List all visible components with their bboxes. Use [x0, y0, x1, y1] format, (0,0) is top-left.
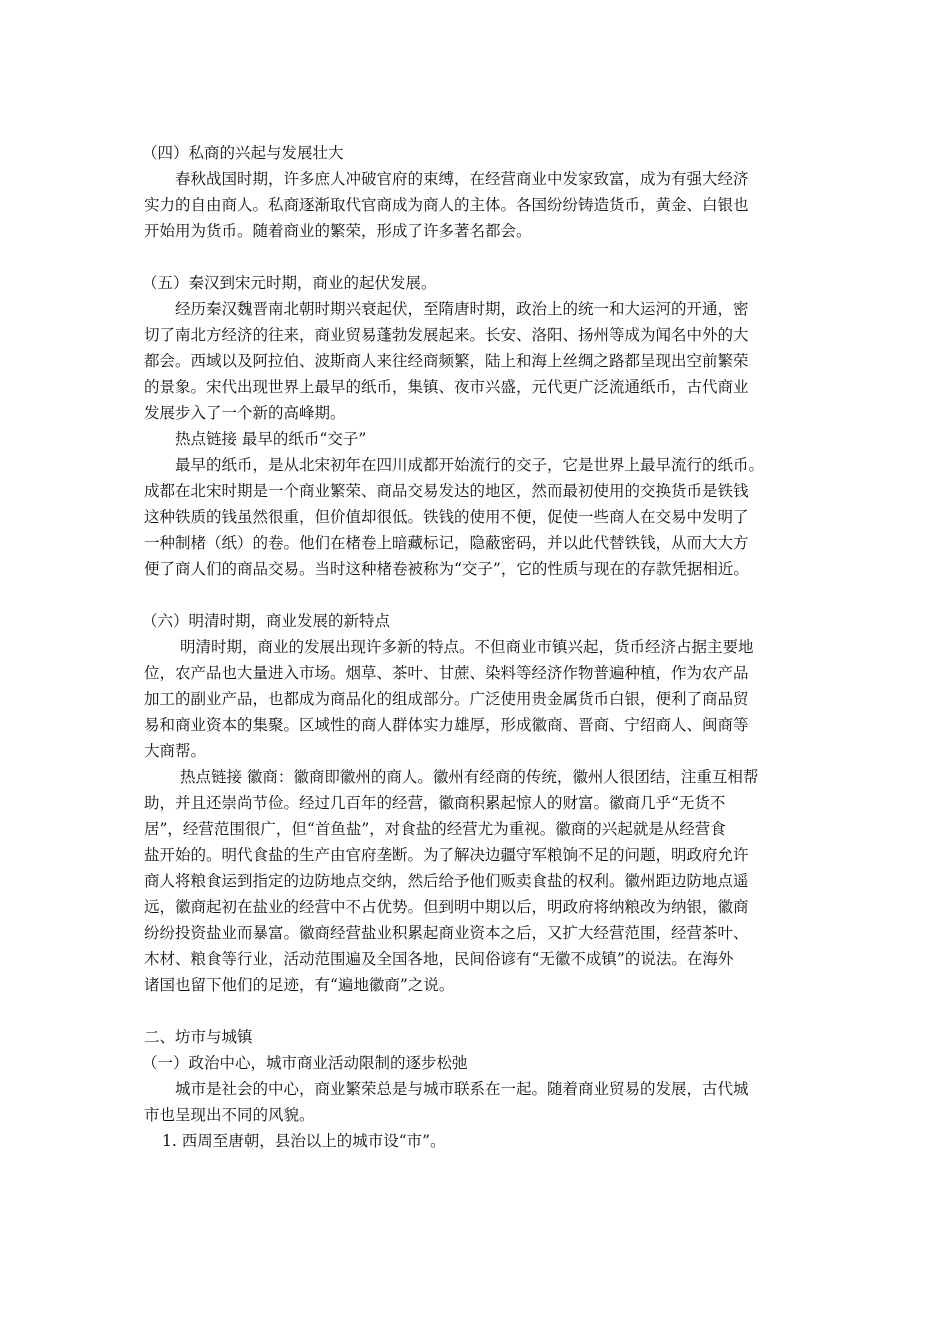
paragraph-line: 实力的自由商人。私商逐渐取代官商成为商人的主体。各国纷纷铸造货币，黄金、白银也 — [144, 196, 749, 214]
paragraph-line: 城市是社会的中心，商业繁荣总是与城市联系在一起。随着商业贸易的发展，古代城 — [175, 1080, 749, 1098]
paragraph-gap — [144, 244, 824, 270]
hotlink-line: 最早的纸币，是从北宋初年在四川成都开始流行的交子，它是世界上最早流行的纸币。 — [175, 456, 765, 474]
hotlink-line: 热点链接 徽商：徽商即徽州的商人。徽州有经商的传统，徽州人很团结，注重互相帮 — [180, 768, 759, 786]
paragraph-line: 经历秦汉魏晋南北朝时期兴衰起伏，至隋唐时期，政治上的统一和大运河的开通，密 — [175, 300, 749, 318]
hotlink-line: 木材、粮食等行业，活动范围遍及全国各地，民间俗谚有“无徽不成镇”的说法。在海外 — [144, 950, 734, 968]
paragraph-line: 都会。西域以及阿拉伯、波斯商人来往经商频繁，陆上和海上丝绸之路都呈现出空前繁荣 — [144, 352, 749, 370]
hotlink-line: 居”，经营范围很广，但“首鱼盐”，对食盐的经营尤为重视。徽商的兴起就是从经营食 — [144, 820, 726, 838]
document-page — [144, 140, 824, 1154]
hotlink-line: 商人将粮食运到指定的边防地点交纳，然后给予他们贩卖食盐的权利。徽州距边防地点遥 — [144, 872, 749, 890]
hotlink-title: 热点链接 最早的纸币“交子” — [175, 430, 367, 448]
hotlink-line: 诸国也留下他们的足迹，有“遍地徽商”之说。 — [144, 976, 455, 994]
paragraph-line: 加工的副业产品，也都成为商品化的组成部分。广泛使用贵金属货币白银，便利了商品贸 — [144, 690, 749, 708]
paragraph-line: 大商帮。 — [144, 742, 207, 760]
hotlink-line: 盐开始的。明代食盐的生产由官府垄断。为了解决边疆守军粮饷不足的问题，明政府允许 — [144, 846, 749, 864]
paragraph-line: 明清时期，商业的发展出现许多新的特点。不但商业市镇兴起，货币经济占据主要地 — [180, 638, 754, 656]
paragraph-gap — [144, 998, 824, 1024]
paragraph-line: 易和商业资本的集聚。区域性的商人群体实力雄厚，形成徽商、晋商、宁绍商人、闽商等 — [144, 716, 749, 734]
section-heading: （四）私商的兴起与发展壮大 — [142, 144, 344, 162]
paragraph-line: 位，农产品也大量进入市场。烟草、茶叶、甘蔗、染料等经济作物普遍种植，作为农产品 — [144, 664, 749, 682]
paragraph-line: 春秋战国时期，许多庶人冲破官府的束缚，在经营商业中发家致富，成为有强大经济 — [175, 170, 749, 188]
section-heading: （一）政治中心，城市商业活动限制的逐步松弛 — [142, 1054, 468, 1072]
paragraph-line: 市也呈现出不同的风貌。 — [144, 1106, 315, 1124]
paragraph-line: 的景象。宋代出现世界上最早的纸币，集镇、夜市兴盛，元代更广泛流通纸币，古代商业 — [144, 378, 749, 396]
hotlink-line: 纷纷投资盐业而暴富。徽商经营盐业积累起商业资本之后，又扩大经营范围，经营茶叶、 — [144, 924, 749, 942]
hotlink-line: 助，并且还崇尚节俭。经过几百年的经营，徽商积累起惊人的财富。徽商几乎“无货不 — [144, 794, 726, 812]
hotlink-line: 成都在北宋时期是一个商业繁荣、商品交易发达的地区，然而最初使用的交换货币是铁钱 — [144, 482, 749, 500]
part-heading: 二、坊市与城镇 — [144, 1028, 253, 1046]
paragraph-line: 开始用为货币。随着商业的繁荣，形成了许多著名都会。 — [144, 222, 532, 240]
hotlink-line: 远，徽商起初在盐业的经营中不占优势。但到明中期以后，明政府将纳粮改为纳银，徽商 — [144, 898, 749, 916]
hotlink-line: 这种铁质的钱虽然很重，但价值却很低。铁钱的使用不便，促使一些商人在交易中发明了 — [144, 508, 749, 526]
paragraph-gap — [144, 582, 824, 608]
hotlink-line: 一种制楮（纸）的卷。他们在楮卷上暗藏标记，隐蔽密码，并以此代替铁钱，从而大大方 — [144, 534, 749, 552]
list-item: 1. 西周至唐朝，县治以上的城市设“市”。 — [162, 1132, 446, 1150]
paragraph-line: 切了南北方经济的往来，商业贸易蓬勃发展起来。长安、洛阳、扬州等成为闻名中外的大 — [144, 326, 749, 344]
hotlink-line: 便了商人们的商品交易。当时这种楮卷被称为“交子”，它的性质与现在的存款凭据相近。 — [144, 560, 749, 578]
section-heading: （六）明清时期，商业发展的新特点 — [142, 612, 391, 630]
section-heading: （五）秦汉到宋元时期，商业的起伏发展。 — [142, 274, 437, 292]
paragraph-line: 发展步入了一个新的高峰期。 — [144, 404, 346, 422]
